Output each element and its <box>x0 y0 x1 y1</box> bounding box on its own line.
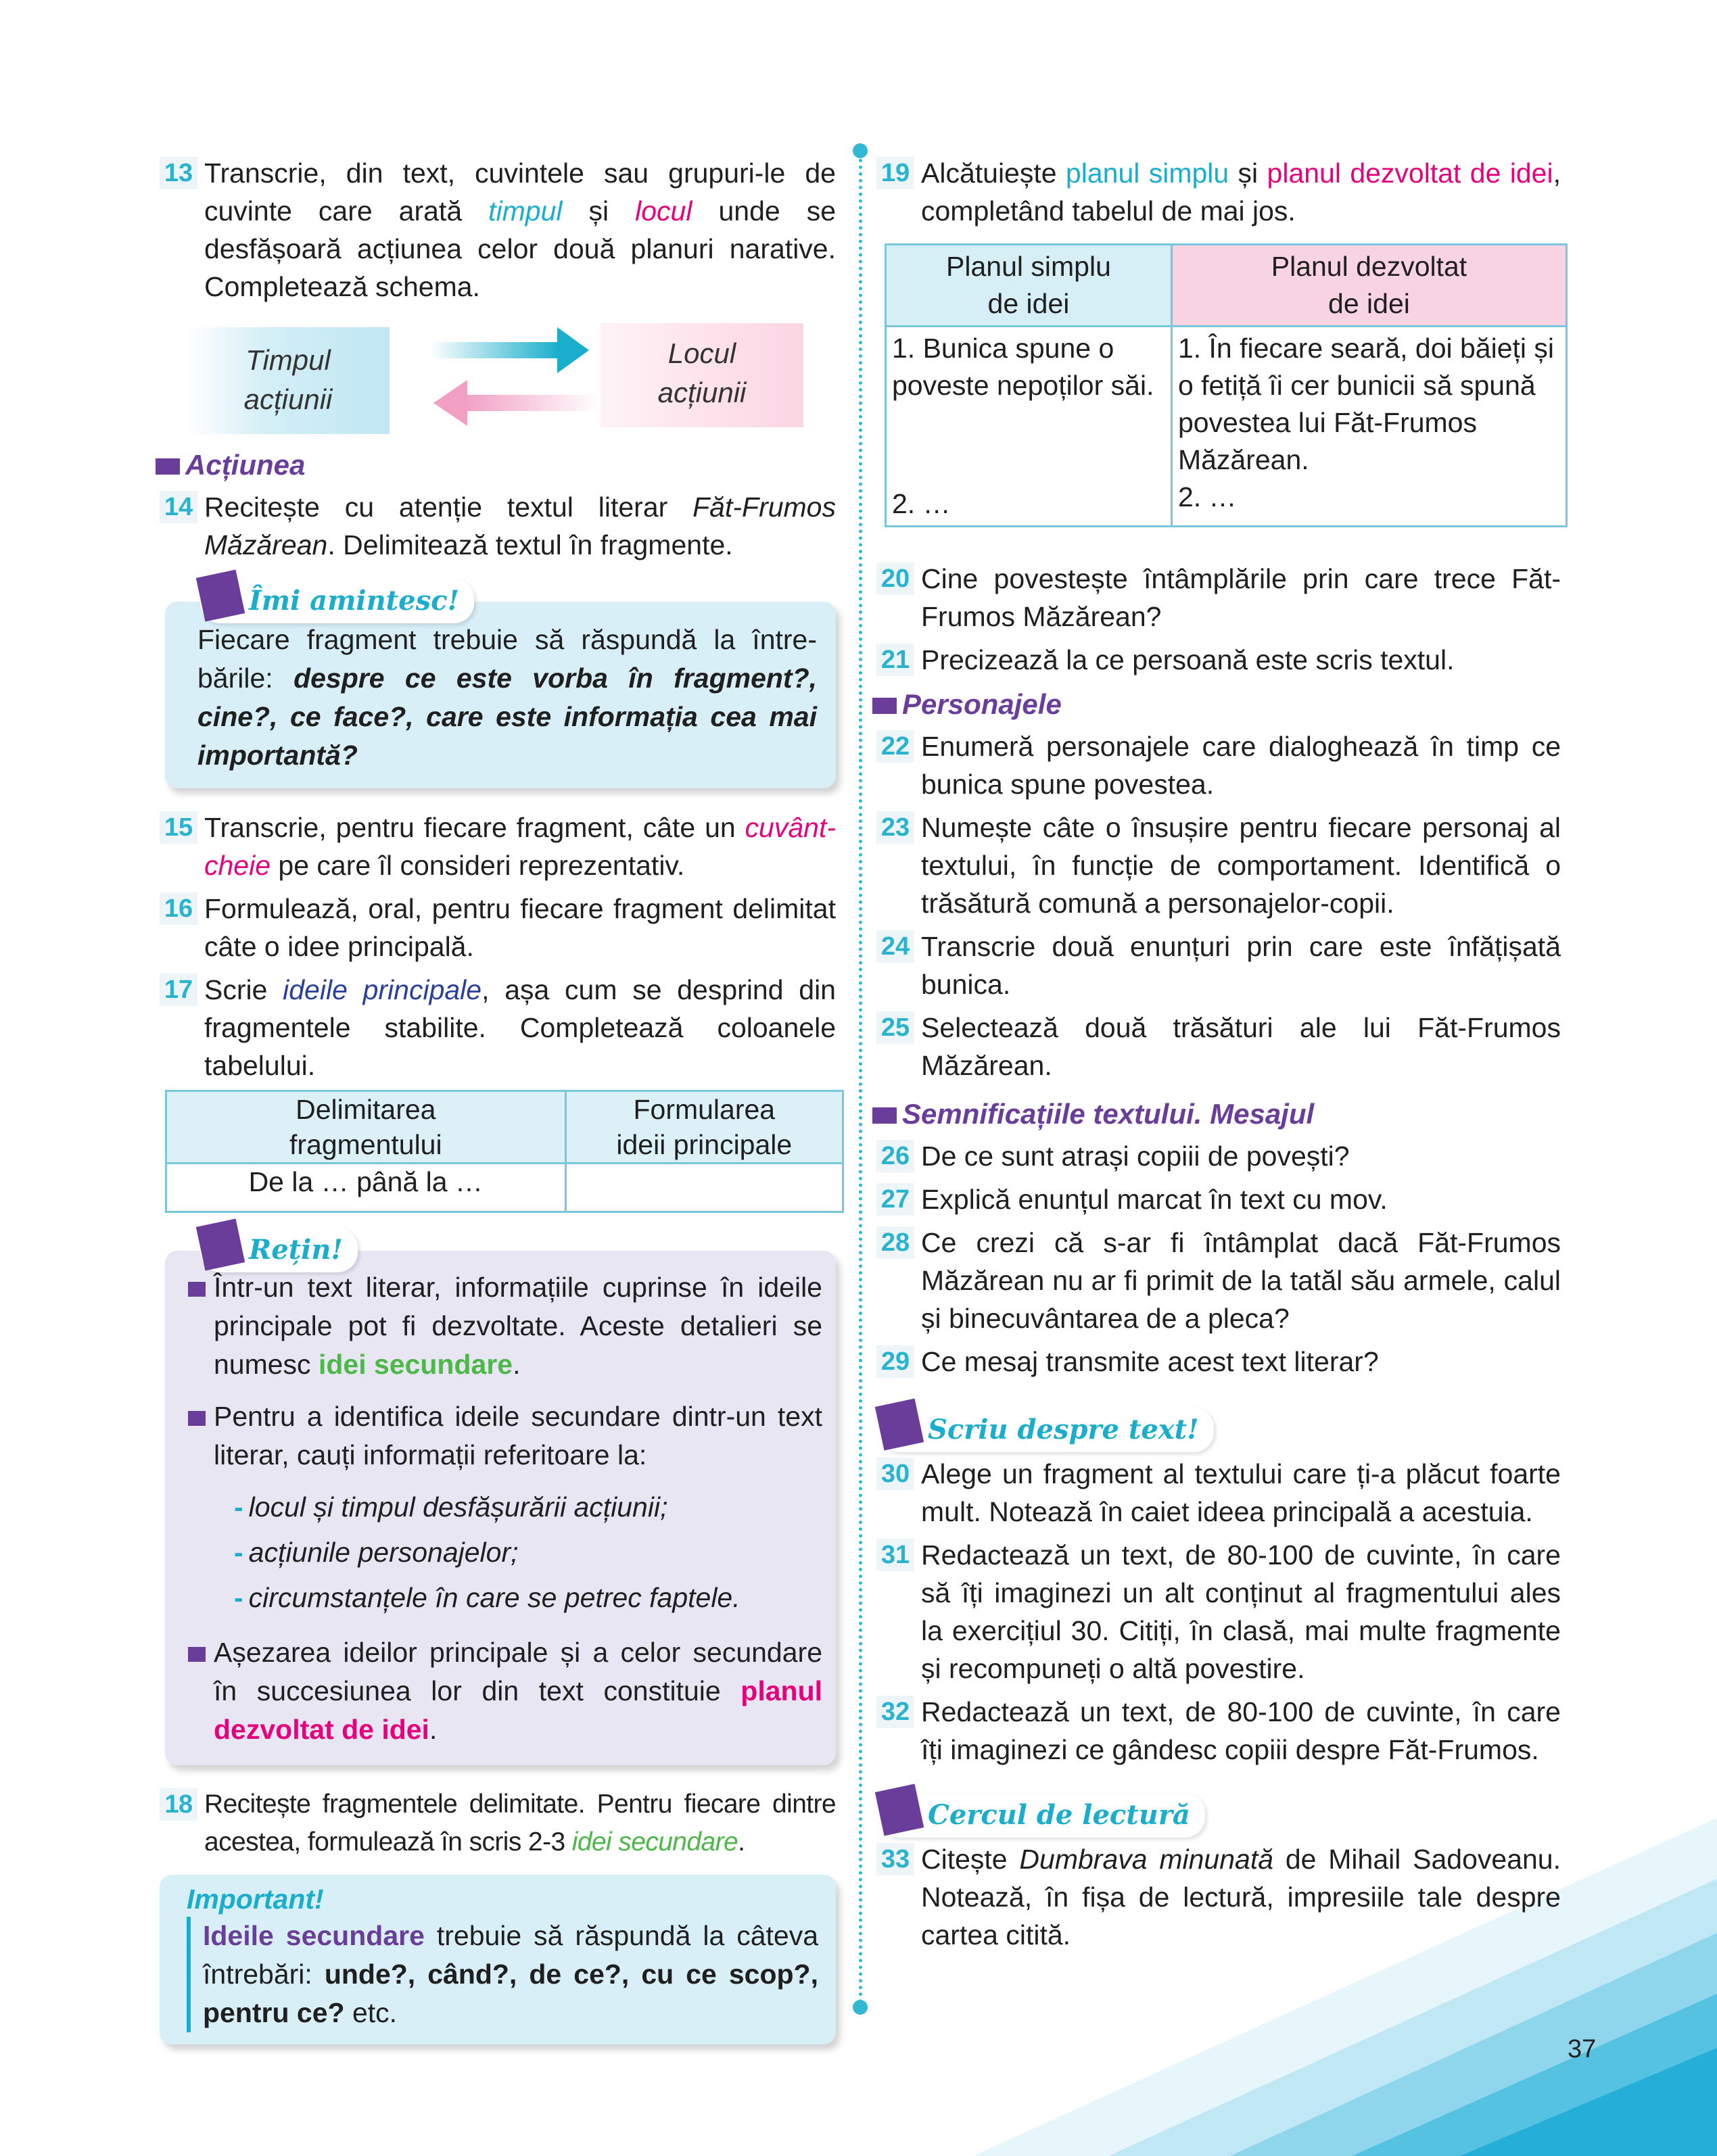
retin-bullet-1: Într-un text literar, informațiile cuprinse în ideile principale pot fi dezvoltate. Aceste detalieri se numesc idei secundare. <box>185 1268 822 1384</box>
section-square-icon <box>156 458 180 475</box>
exercise-number: 15 <box>160 811 197 844</box>
exercise-number: 13 <box>160 157 197 189</box>
exercise-31: 31 Redactează un text, de 80-100 de cuvinte, în care să îți imaginezi un alt conținut al fragmentului ales la exercițiul 30. Citiți, în clasă, mai multe fragmente și recompuneți o altă povestire. <box>876 1536 1561 1687</box>
exercise-number: 32 <box>876 1696 914 1728</box>
flag-icon <box>196 1218 245 1270</box>
retin-bullet-2: Pentru a identifica ideile secundare dintr-un text literar, cauți informații referitoare la: <box>185 1397 822 1475</box>
retin-sub-item: - acțiunile personajelor; <box>234 1537 519 1568</box>
exercise-20: 20 Cine povestește întâmplările prin care trece Făt-Frumos Măzărean? <box>876 560 1561 636</box>
callout-retin <box>165 1234 836 1765</box>
exercise-number: 14 <box>160 491 197 523</box>
retin-sub-item: - locul și timpul desfășurării acțiunii; <box>234 1491 668 1523</box>
table-header-cell: Formularea ideii principale <box>565 1091 843 1164</box>
table-header-cell: Delimitarea fragmentului <box>166 1091 566 1164</box>
exercise-number: 33 <box>876 1843 914 1875</box>
exercise-number: 17 <box>160 974 197 1006</box>
exercise-19: 19 Alcătuiește planul simplu și planul dezvoltat de idei, completând tabelul de mai jos. <box>876 154 1561 230</box>
exercise-21: 21 Precizează la ce persoană este scris textul. <box>876 641 1561 679</box>
callout-imi-amintesc: Îmi amintesc! Fiecare fragment trebuie să răspundă la între-bările: despre ce este vorba în fragment?, cine?, ce face?, care este informația cea mai importantă? <box>165 602 836 788</box>
exercise-29: 29 Ce mesaj transmite acest text literar? <box>876 1343 1561 1381</box>
section-heading-actiunea: Acțiunea <box>156 445 836 485</box>
callout-title: Îmi amintesc! <box>200 579 474 623</box>
column-divider <box>859 145 862 2005</box>
callout-title: Rețin! <box>200 1228 358 1272</box>
book-title: Dumbrava minunată <box>1019 1844 1274 1875</box>
callout-title: Cercul de lectură <box>879 1793 1205 1838</box>
table-cell[interactable]: De la … până la … <box>166 1164 566 1212</box>
table-cell[interactable]: 1. Bunica spune o poveste nepoților săi. 2. … <box>886 327 1172 527</box>
section-heading-personajele: Personajele <box>872 684 1561 725</box>
exercise-23: 23 Numește câte o însușire pentru fiecare personaj al textului, în funcție de comportament. Identifică o trăsătură comună a personajelor-copii. <box>876 809 1561 922</box>
keyword-ideile-principale: ideile principale <box>283 974 482 1005</box>
heading-scriu-despre-text <box>876 1408 1561 1450</box>
exercise-number: 30 <box>876 1458 914 1490</box>
keyword-timpul: timpul <box>488 195 563 226</box>
table-main-ideas <box>165 1090 844 1213</box>
exercise-33: 33 Citește Dumbrava minunată de Mihail Sadoveanu. Notează, în fișa de lectură, impresiile tale despre cartea citită. <box>876 1840 1561 1954</box>
exercise-26: 26 De ce sunt atrași copiii de povești? <box>876 1137 1561 1175</box>
keyword-planul-dezvoltat: planul dezvoltat de idei <box>1267 158 1553 189</box>
exercise-number: 19 <box>876 157 914 189</box>
keyword-cuvant-cheie: cuvânt-cheie <box>204 812 836 881</box>
exercise-number: 18 <box>160 1788 197 1821</box>
important-body: Ideile secundare trebuie să răspundă la câteva întrebări: unde?, când?, de ce?, cu ce scop?, pentru ce? etc. <box>187 1917 818 2032</box>
section-square-icon <box>872 698 897 714</box>
exercise-number: 16 <box>160 892 197 925</box>
bullet-square-icon <box>188 1282 206 1297</box>
text-title: Făt-Frumos Măzărean <box>204 492 836 560</box>
bullet-square-icon <box>188 1647 206 1662</box>
exercise-22: 22 Enumeră personajele care dialoghează în timp ce bunica spune povestea. <box>876 727 1561 803</box>
exercise-number: 22 <box>876 730 914 763</box>
exercise-28: 28 Ce crezi că s-ar fi întâmplat dacă Făt-Frumos Măzărean nu ar fi primit de la tatăl său armele, calul și binecuvântarea de a pleca? <box>876 1224 1561 1337</box>
exercise-15: 15 Transcrie, pentru fiecare fragment, câte un cuvânt-cheie pe care îl consideri reprezentativ. <box>160 809 836 884</box>
schema-box-time: Timpul acțiunii <box>187 327 390 434</box>
right-column <box>876 154 1561 1959</box>
table-plan-ideas <box>885 243 1568 527</box>
flag-icon <box>875 1398 924 1450</box>
keyword-idei-secundare: idei secundare <box>318 1349 513 1380</box>
section-heading-semnificatii: Semnificațiile textului. Mesajul <box>872 1094 1561 1134</box>
keyword-planul-simplu: planul simplu <box>1065 158 1229 189</box>
exercise-number: 25 <box>876 1011 914 1044</box>
left-column <box>160 154 836 2051</box>
keyword-ideile-secundare: Ideile secundare <box>203 1920 425 1951</box>
exercise-number: 20 <box>876 562 914 595</box>
table-cell[interactable]: 1. În fiecare seară, doi băieți și o fetiță îi cer bunicii să spună povestea lui Făt-Frumos Măzărean. 2. … <box>1171 327 1566 527</box>
callout-title: Scriu despre text! <box>879 1408 1214 1452</box>
action-schema <box>160 320 836 441</box>
exercise-25: 25 Selectează două trăsături ale lui Făt-Frumos Măzărean. <box>876 1009 1561 1084</box>
exercise-27: 27 Explică enunțul marcat în text cu mov. <box>876 1180 1561 1218</box>
bullet-square-icon <box>188 1411 206 1426</box>
page-number: 37 <box>1568 2035 1597 2063</box>
table-cell[interactable] <box>565 1164 843 1212</box>
callout-important <box>160 1875 836 2044</box>
exercise-18: 18 Recitește fragmentele delimitate. Pentru fiecare dintre acestea, formulează în scris 2-3 idei secundare. <box>160 1786 836 1861</box>
exercise-number: 26 <box>876 1140 914 1172</box>
exercise-number: 24 <box>876 930 914 963</box>
exercise-32: 32 Redactează un text, de 80-100 de cuvinte, în care îți imaginezi ce gândesc copiii despre Făt-Frumos. <box>876 1693 1561 1769</box>
exercise-14: 14 Recitește cu atenție textul literar Făt-Frumos Măzărean. Delimitează textul în fragmente. <box>160 488 836 564</box>
double-arrow-icon <box>430 327 599 429</box>
keyword-idei-secundare: idei secundare <box>571 1827 738 1856</box>
retin-sub-item: - circumstanțele în care se petrec faptele. <box>234 1582 740 1613</box>
exercise-number: 29 <box>876 1345 914 1378</box>
table-header-cell: Planul simplu de idei <box>886 245 1172 327</box>
divider-dot-top <box>853 143 868 158</box>
callout-title: Important! <box>187 1884 324 1915</box>
exercise-30: 30 Alege un fragment al textului care ți-a plăcut foarte mult. Notează în caiet ideea principală a acestuia. <box>876 1455 1561 1531</box>
section-square-icon <box>872 1107 897 1124</box>
exercise-number: 28 <box>876 1226 914 1259</box>
divider-dot-bottom <box>853 2000 868 2015</box>
exercise-number: 31 <box>876 1539 914 1571</box>
exercise-number: 21 <box>876 644 914 676</box>
flag-icon <box>875 1783 924 1836</box>
table-header-cell: Planul dezvoltat de idei <box>1171 245 1566 327</box>
exercise-number: 27 <box>876 1183 914 1216</box>
schema-box-place: Locul acțiunii <box>601 323 803 427</box>
exercise-17: 17 Scrie ideile principale, așa cum se desprind din fragmentele stabilite. Completează coloanele tabelului. <box>160 971 836 1084</box>
flag-icon <box>196 569 245 621</box>
exercise-number: 23 <box>876 811 914 844</box>
exercise-16: 16 Formulează, oral, pentru fiecare fragment delimitat câte o idee principală. <box>160 890 836 965</box>
heading-cercul-de-lectura <box>876 1793 1561 1835</box>
keyword-locul: locul <box>635 195 692 226</box>
exercise-13: 13 Transcrie, din text, cuvintele sau grupuri-le de cuvinte care arată timpul și locul unde se desfășoară acțiunea celor două planuri narative. Completează schema. <box>160 154 836 306</box>
retin-bullet-3: Așezarea ideilor principale și a celor secundare în succesiunea lor din text constituie planul dezvoltat de idei. <box>185 1633 822 1749</box>
keyword-planul-dezvoltat: planul dezvoltat de idei <box>214 1675 822 1745</box>
exercise-24: 24 Transcrie două enunțuri prin care este înfățișată bunica. <box>876 928 1561 1003</box>
